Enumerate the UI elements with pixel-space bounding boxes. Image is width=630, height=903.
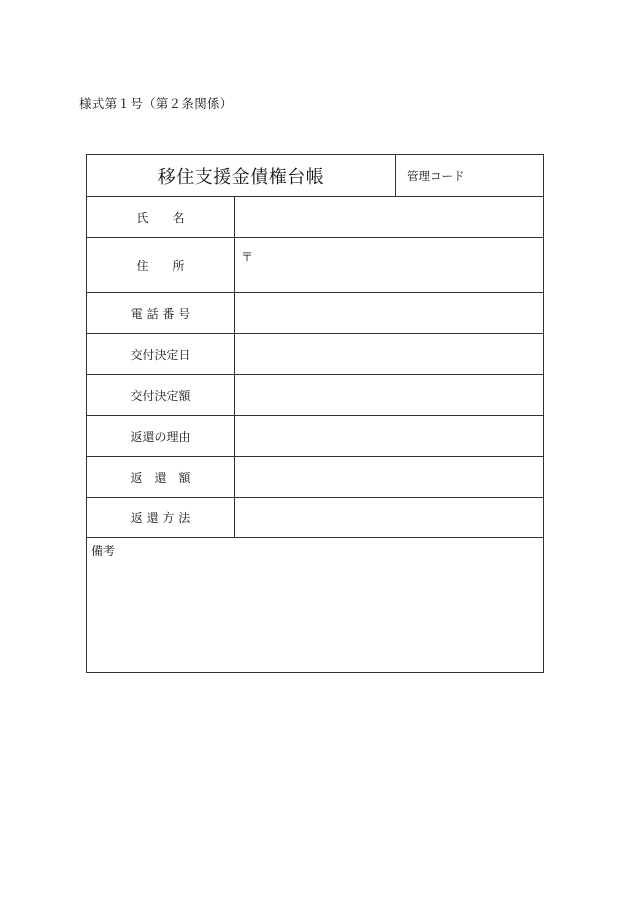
ledger-title: 移住支援金債権台帳 <box>87 155 396 196</box>
form-number: 様式第１号（第２条関係） <box>79 96 233 111</box>
row-refund-method <box>87 498 543 538</box>
postal-mark-icon: 〒 <box>241 250 254 264</box>
decision-date-label: 交付決定日 <box>87 334 235 374</box>
address-field[interactable] <box>235 238 543 292</box>
address-label: 住 所 <box>87 238 235 292</box>
refund-method-field[interactable] <box>235 498 543 537</box>
name-label: 氏 名 <box>87 197 235 237</box>
row-refund-amount <box>87 457 543 498</box>
ledger-table <box>86 154 544 673</box>
management-code-field[interactable] <box>396 155 543 196</box>
decision-date-field[interactable] <box>235 334 543 374</box>
refund-reason-field[interactable] <box>235 416 543 456</box>
decision-amount-label: 交付決定額 <box>87 375 235 415</box>
remarks-label: 備考 <box>91 544 116 558</box>
row-phone <box>87 293 543 334</box>
remarks-field[interactable] <box>87 538 543 672</box>
refund-method-label: 返 還 方 法 <box>87 498 235 537</box>
row-name <box>87 197 543 238</box>
row-decision-date <box>87 334 543 375</box>
title-row <box>87 155 543 197</box>
name-field[interactable] <box>235 197 543 237</box>
decision-amount-field[interactable] <box>235 375 543 415</box>
phone-field[interactable] <box>235 293 543 333</box>
management-code-label: 管理コード <box>407 168 465 183</box>
row-address <box>87 238 543 293</box>
refund-amount-label: 返 還 額 <box>87 457 235 497</box>
refund-amount-field[interactable] <box>235 457 543 497</box>
row-refund-reason <box>87 416 543 457</box>
row-decision-amount <box>87 375 543 416</box>
phone-label: 電 話 番 号 <box>87 293 235 333</box>
refund-reason-label: 返還の理由 <box>87 416 235 456</box>
